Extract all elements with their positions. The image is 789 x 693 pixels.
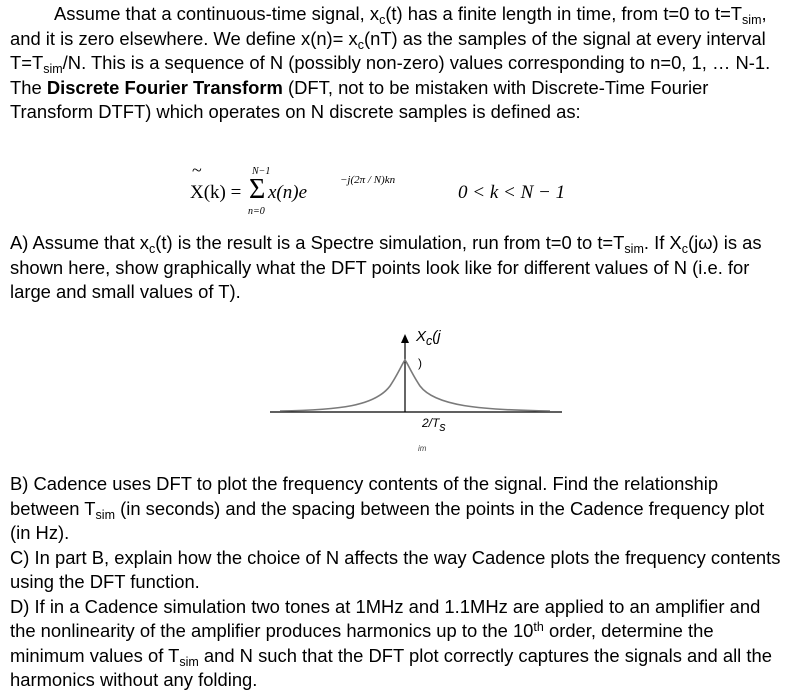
spectrum-figure [250,326,570,466]
questions-block [10,472,786,693]
x-axis-label: $2/T_s$ [422,416,446,434]
equation-sigma: Σ [249,174,266,205]
equation-body: x(n)e [268,182,308,203]
intro-text-5: /N. This is a sequence of N (possibly non-zero) values corresponding to n=0, 1, … N-1. The [10,52,771,98]
equation-range: 0 < k < N − 1 [458,182,566,203]
part-b-text-1: B) Cadence uses DFT to plot the frequency contents of the signal. Find the relationship between T [10,473,719,519]
subscript: c [357,37,364,52]
subscript: sim [95,507,115,522]
intro-text-1: Assume that a continuous-time signal, x [54,3,380,24]
subscript: sim [742,13,762,27]
intro-text-3: , and it is zero elsewhere. We define x(n)= x [10,3,767,49]
intro-text-2: (t) has a finite length in time, from t=0 to t=T [385,3,743,24]
part-a-paragraph [10,231,786,305]
spectrum-curve [280,360,550,411]
subscript: sim [43,62,63,76]
superscript: th [533,620,544,634]
equation-upper-limit: N−1 [252,166,271,177]
part-d-paragraph [10,595,786,693]
dft-term: Discrete Fourier Transform [46,76,283,98]
equation-lower-limit: n=0 [248,206,265,217]
equation-exponent: −j(2π / N)kn [340,174,396,186]
part-a-text-4: (jω) is as shown here, show graphically what the DFT points look like for different values of N (i.e. for large and small values of T). [10,232,762,302]
part-c-paragraph [10,546,786,595]
part-b-text-2: (in seconds) and the spacing between the points in the Cadence frequency plot (in Hz). [10,497,765,543]
spectrum-plot [250,326,570,466]
indent [32,3,54,24]
subscript: c [681,242,688,256]
part-a-text-2: (t) is the result is a Spectre simulation, run from t=0 to t=T [155,232,625,253]
part-d-text-2: order, determine the minimum values of T [10,620,714,666]
y-axis-label-wrap: ) [418,356,422,370]
x-axis-label-wrap: im [418,444,427,453]
dft-equation [190,160,610,224]
part-a-text-1: A) Assume that x [10,232,150,253]
subscript: c [149,242,156,256]
equation-lhs: X(k) = [190,182,242,203]
part-a-text-3: . If X [643,232,682,253]
part-d-text-3: and N such that the DFT plot correctly captures the signals and all the harmonics without any folding. [10,644,772,690]
y-axis-arrow [401,334,409,343]
part-c-text: C) In part B, explain how the choice of N affects the way Cadence plots the frequency contents using the DFT function. [10,546,781,592]
intro-text-6: (DFT, not to be mistaken with Discrete-Time Fourier Transform DTFT) which operates on N discrete samples is defined as: [10,76,709,122]
subscript: c [379,13,386,27]
intro-paragraph [10,2,786,125]
part-d-text-1: D) If in a Cadence simulation two tones at 1MHz and 1.1MHz are applied to an amplifier and the nonlinearity of the amplifier produces harmonics up to the 10 [10,595,761,641]
equation-tilde: ~ [192,160,202,180]
y-axis-label: $X_c(j$ [416,328,441,348]
intro-text-4: (nT) as the samples of the signal at every interval T=T [10,27,766,73]
subscript: sim [624,242,644,256]
subscript: sim [179,654,199,669]
part-b-paragraph [10,472,786,546]
